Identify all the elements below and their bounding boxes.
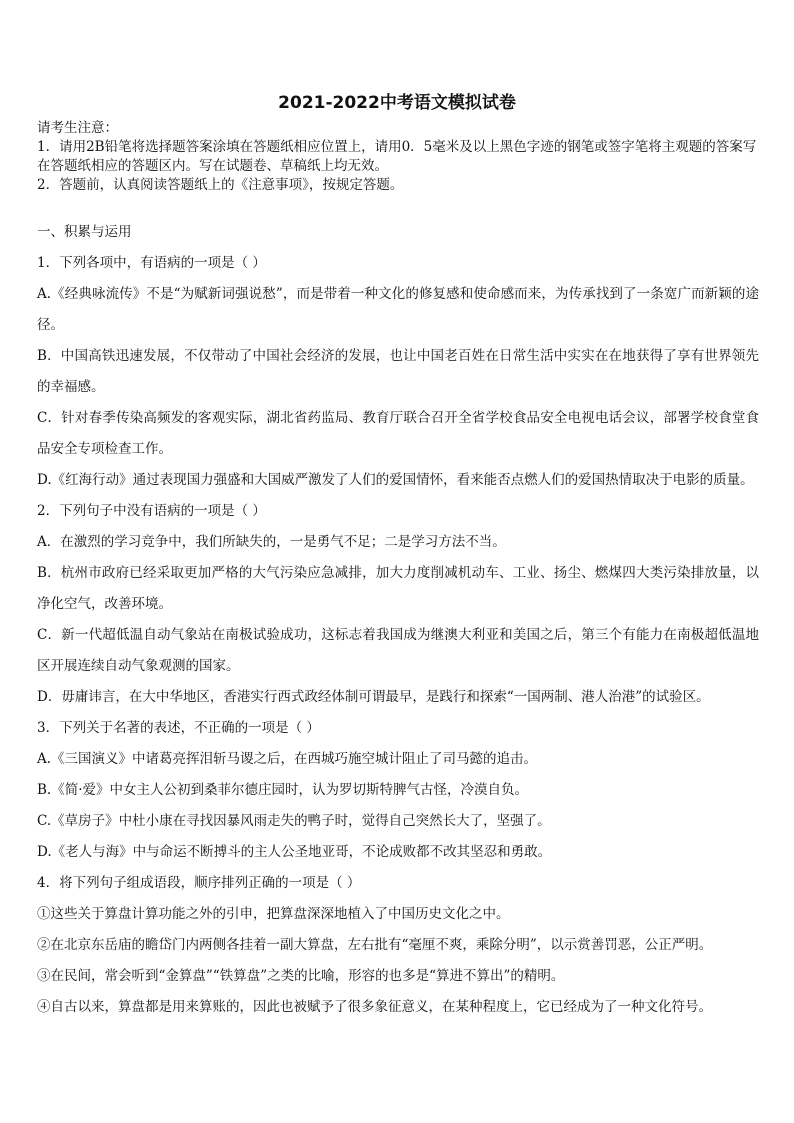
question-option: D.《老人与海》中与命运不断搏斗的主人公圣地亚哥，不论成败都不改其坚忍和勇敢。 (37, 844, 552, 860)
notice-heading: 请考生注意： (37, 120, 118, 136)
question-stem: 2．下列句子中没有语病的一项是（ ） (37, 503, 266, 519)
notice-item: 1．请用2B铅笔将选择题答案涂填在答题纸相应位置上，请用0．5毫米及以上黑色字迹的钢笔或签字笔将主观题的答案写在答题纸相应的答题区内。写在试题卷、草稿纸上均无效。 (37, 139, 757, 174)
question-option: C．针对春季传染高频发的客观实际，湖北省药监局、教育厅联合召开全省学校食品安全电视电话会议，部署学校食堂食品安全专项检查工作。 (37, 410, 759, 457)
notice-block (37, 119, 759, 195)
question-stem: 3．下列关于名著的表述，不正确的一项是（ ） (37, 720, 320, 736)
question-option: ②在北京东岳庙的瞻岱门内两侧各挂着一副大算盘，左右批有“毫厘不爽，乘除分明”，以示赏善罚恶，公正严明。 (37, 937, 713, 953)
question-option: D.《红海行动》通过表现国力强盛和大国威严激发了人们的爱国情怀，看来能否点燃人们的爱国热情取决于电影的质量。 (37, 472, 754, 488)
notice-item: 2．答题前，认真阅读答题纸上的《注意事项》，按规定答题。 (37, 177, 404, 193)
question-option: D．毋庸讳言，在大中华地区，香港实行西式政经体制可谓最早，是践行和探索“一国两制、港人治港”的试验区。 (37, 689, 710, 705)
question-option: B．中国高铁迅速发展，不仅带动了中国社会经济的发展，也让中国老百姓在日常生活中实实在在地获得了享有世界领先的幸福感。 (37, 348, 759, 395)
question-option: ①这些关于算盘计算功能之外的引申，把算盘深深地植入了中国历史文化之中。 (37, 906, 510, 922)
question-option: A.《三国演义》中诸葛亮挥泪斩马谡之后，在西城巧施空城计阻止了司马懿的追击。 (37, 751, 538, 767)
question-stem: 1．下列各项中，有语病的一项是（ ） (37, 255, 266, 271)
question-option: C．新一代超低温自动气象站在南极试验成功，这标志着我国成为继澳大利亚和美国之后，第三个有能力在南极超低温地区开展连续自动气象观测的国家。 (37, 627, 759, 674)
question-option: A．在激烈的学习竞争中，我们所缺失的，一是勇气不足；二是学习方法不当。 (37, 534, 506, 550)
question-option: C.《草房子》中杜小康在寻找因暴风雨走失的鸭子时，觉得自己突然长大了，坚强了。 (37, 813, 551, 829)
question-option: B.《简·爱》中女主人公初到桑菲尔德庄园时，认为罗切斯特脾气古怪，冷漠自负。 (37, 782, 529, 798)
section-title: 一、积累与运用 (37, 224, 132, 240)
question-option: ③在民间，常会听到“金算盘”“铁算盘”之类的比喻，形容的也多是“算进不算出”的精明。 (37, 968, 565, 984)
question-stem: 4．将下列句子组成语段，顺序排列正确的一项是（ ） (37, 875, 361, 891)
question-option: ④自古以来，算盘都是用来算账的，因此也被赋予了很多象征意义，在某种程度上，它已经成为了一种文化符号。 (37, 999, 712, 1015)
page-title: 2021-2022中考语文模拟试卷 (278, 93, 516, 113)
question-option: B．杭州市政府已经采取更加严格的大气污染应急减排，加大力度削减机动车、工业、扬尘、燃煤四大类污染排放量，以净化空气，改善环境。 (37, 565, 759, 612)
question-option: A.《经典咏流传》不是“为赋新词强说愁”，而是带着一种文化的修复感和使命感而来，为传承找到了一条宽广而新颖的途径。 (37, 286, 759, 333)
question-body (37, 217, 759, 1023)
